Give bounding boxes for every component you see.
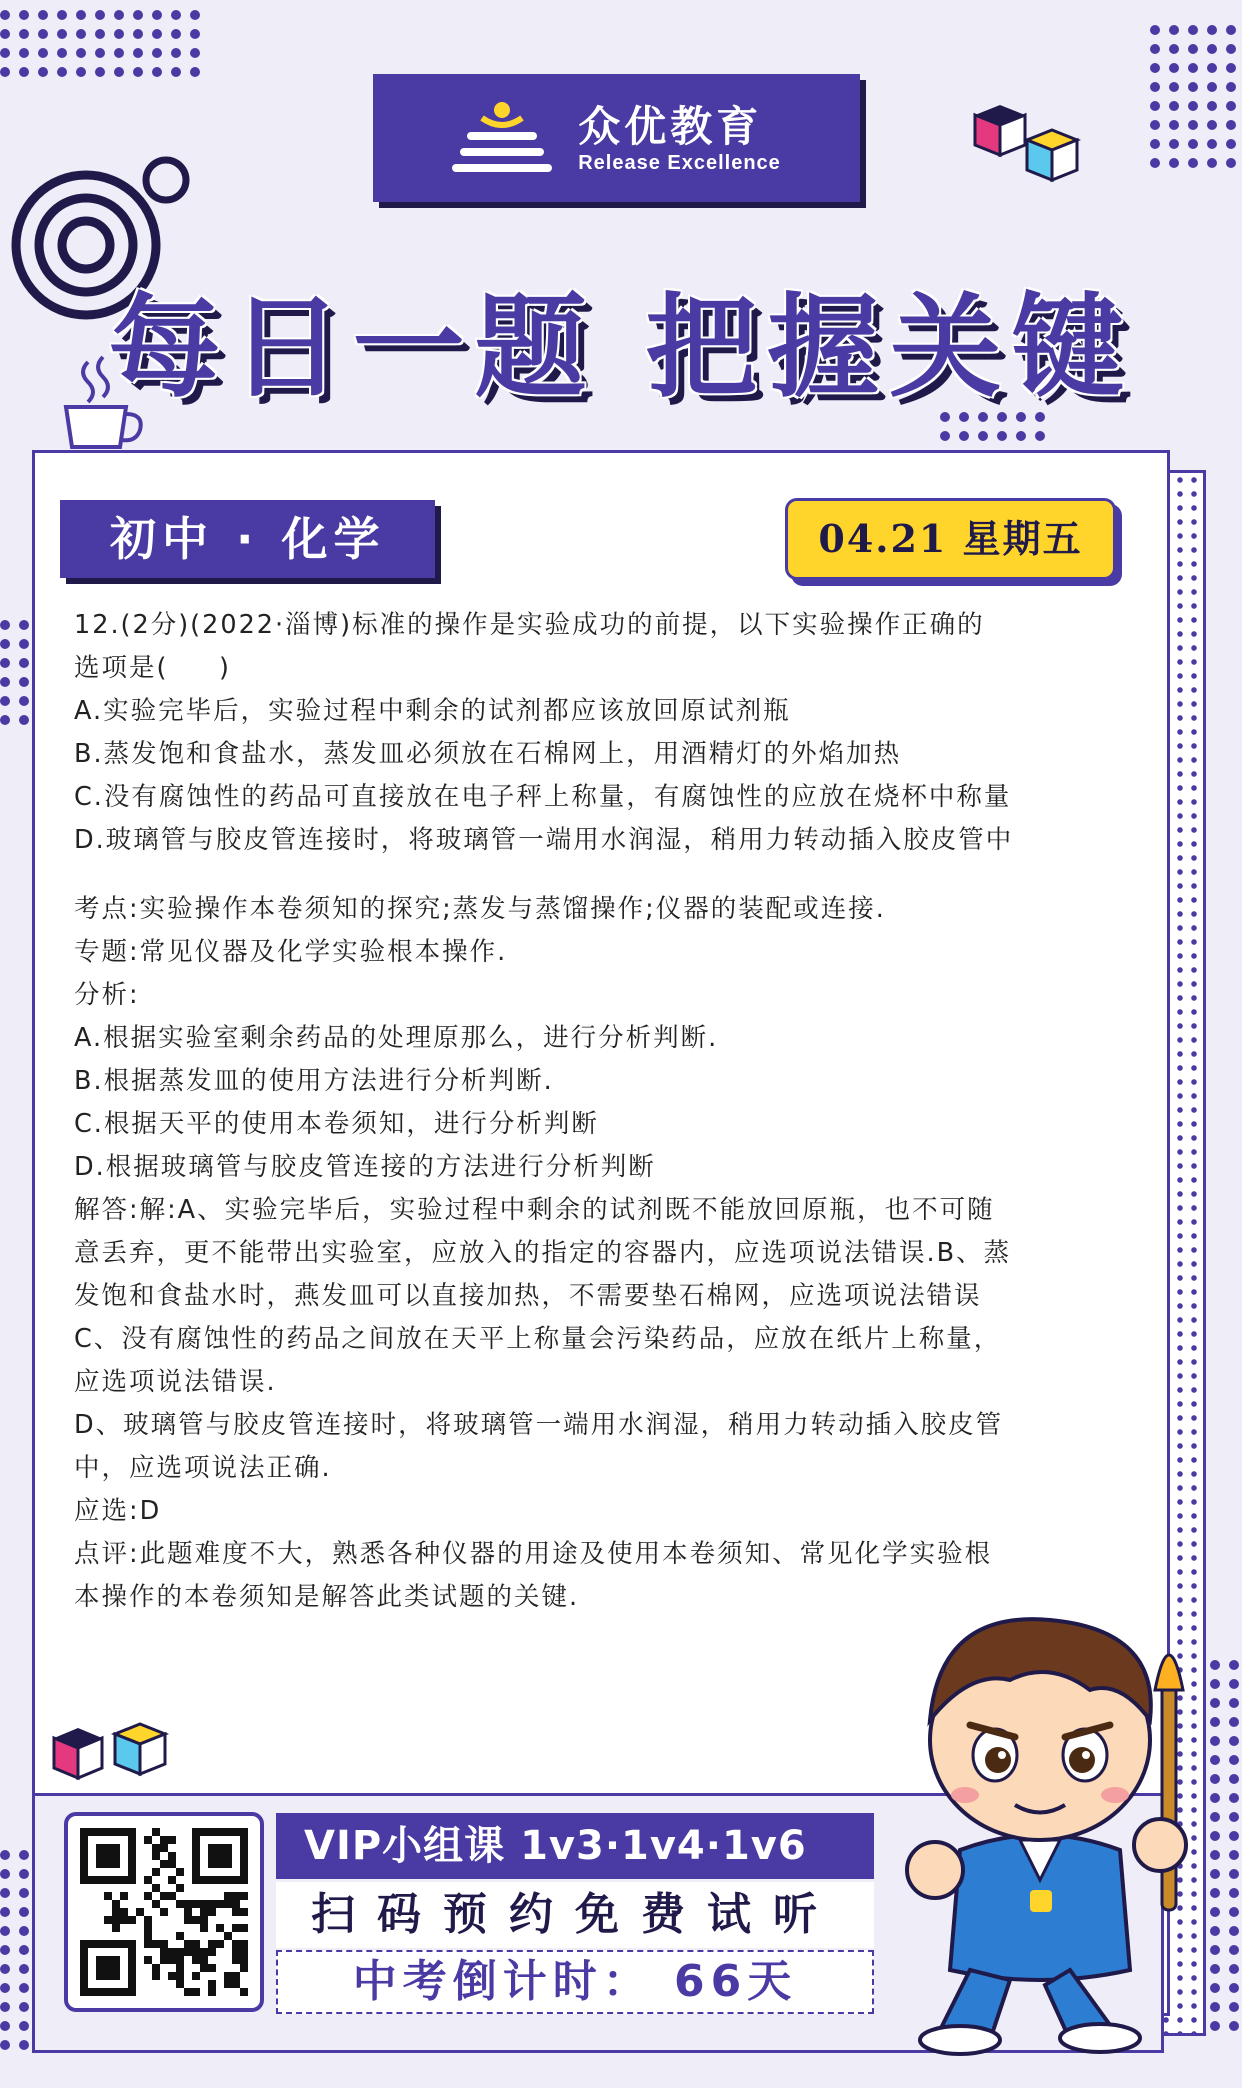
logo-icon (452, 98, 552, 178)
analysis-line: B.根据蒸发皿的使用方法进行分析判断. (74, 1066, 554, 1096)
brand-logo (373, 74, 860, 202)
question-content (74, 604, 1124, 1619)
headline: 每日一题 把握关键 (108, 283, 1134, 413)
analysis-line: C、没有腐蚀性的药品之间放在天平上称量会污染药品，应放在纸片上称量， (74, 1324, 1002, 1354)
option-c: C.没有腐蚀性的药品可直接放在电子秤上称量，有腐蚀性的应放在烧杯中称量 (74, 782, 1012, 812)
dot-pattern-top-right (1150, 25, 1240, 175)
question-line: 12.(2分)(2022·淄博)标准的操作是实验成功的前提，以下实验操作正确的 (74, 610, 985, 640)
option-d: D.玻璃管与胶皮管连接时，将玻璃管一端用水润湿，稍用力转动插入胶皮管中 (74, 825, 1014, 855)
brand-name: 众优教育 (578, 101, 763, 151)
vip-course-label: VIP小组课 1v3·1v4·1v6 (276, 1813, 874, 1879)
analysis-line: D、玻璃管与胶皮管连接时，将玻璃管一端用水润湿，稍用力转动插入胶皮管 (74, 1410, 1004, 1440)
analysis-line: D.根据玻璃管与胶皮管连接的方法进行分析判断 (74, 1152, 656, 1182)
dot-pattern-bottom-right (1210, 1660, 1242, 2040)
subject-label: 初中 · 化学 (60, 500, 435, 578)
cube-icon (970, 100, 1090, 200)
analysis-line: 中，应选项说法正确. (74, 1453, 332, 1483)
analysis-line: 专题:常见仪器及化学实验根本操作. (74, 937, 508, 967)
analysis-line: 意丢弃，更不能带出实验室，应放入的指定的容器内，应选项说法错误.B、蒸 (74, 1238, 1012, 1268)
option-a: A.实验完毕后，实验过程中剩余的试剂都应该放回原试剂瓶 (74, 696, 791, 726)
exam-countdown: 中考倒计时： 66天 (276, 1950, 874, 2014)
analysis-line: 点评:此题难度不大，熟悉各种仪器的用途及使用本卷须知、常见化学实验根 (74, 1539, 993, 1569)
date-badge: 04.21 星期五 (785, 498, 1116, 580)
analysis-line: 考点:实验操作本卷须知的探究;蒸发与蒸馏操作;仪器的装配或连接. (74, 894, 886, 924)
scan-to-book-label: 扫码预约免费试听 (276, 1882, 874, 1948)
dot-pattern-mid-left (0, 620, 30, 740)
analysis-line: 解答:解:A、实验完毕后，实验过程中剩余的试剂既不能放回原瓶，也不可随 (74, 1195, 995, 1225)
brand-slogan: Release Excellence (578, 151, 781, 174)
dot-pattern-bottom-left (0, 1850, 30, 2050)
mascot-boy (870, 1600, 1210, 2060)
question-line: 选项是( ) (74, 653, 231, 683)
dot-pattern-top-left (0, 10, 200, 80)
analysis-line: 应选:D (74, 1496, 162, 1526)
analysis-line: 分析: (74, 980, 140, 1010)
option-b: B.蒸发饱和食盐水，蒸发皿必须放在石棉网上，用酒精灯的外焰加热 (74, 739, 902, 769)
qr-code[interactable] (64, 1812, 264, 2012)
cube-icon (50, 1720, 180, 1790)
analysis-line: C.根据天平的使用本卷须知，进行分析判断 (74, 1109, 599, 1139)
analysis-line: 本操作的本卷须知是解答此类试题的关键. (74, 1582, 580, 1612)
analysis-line: A.根据实验室剩余药品的处理原那么，进行分析判断. (74, 1023, 719, 1053)
analysis-line: 应选项说法错误. (74, 1367, 277, 1397)
analysis-line: 发饱和食盐水时，燕发皿可以直接加热，不需要垫石棉网，应选项说法错误 (74, 1281, 982, 1311)
